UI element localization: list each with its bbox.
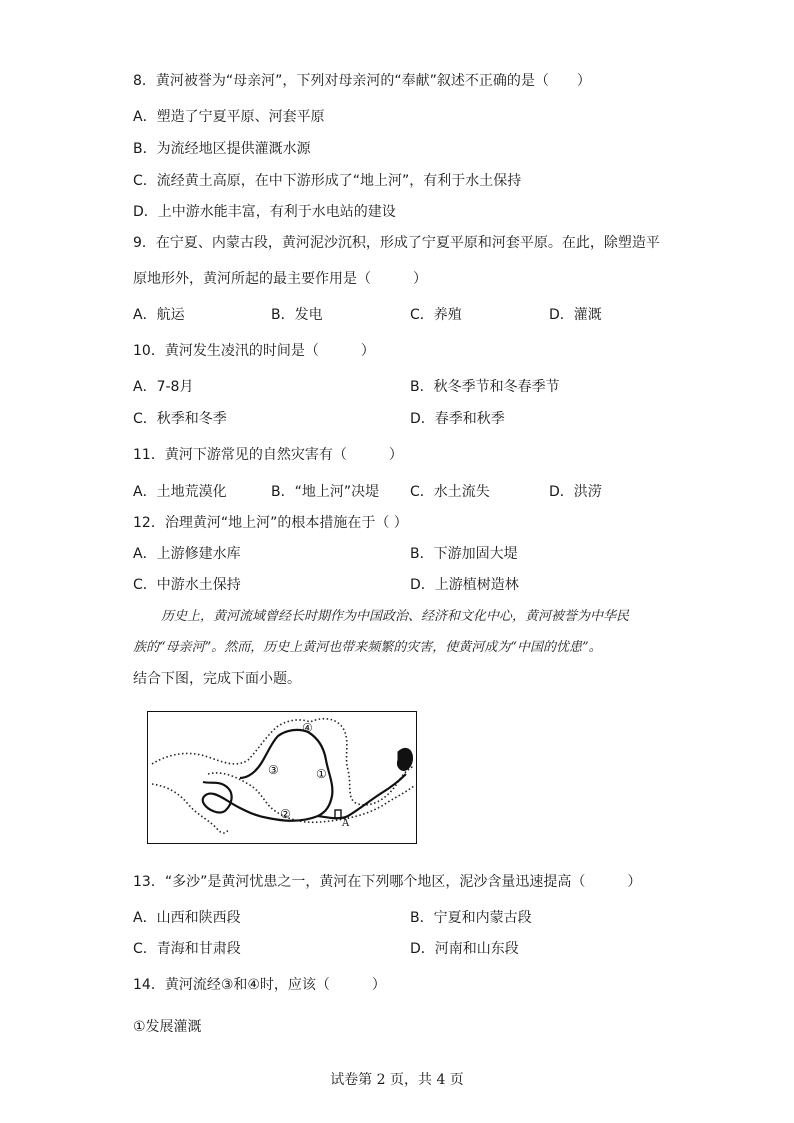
question-10-option-b: B．秋冬季节和冬春季节: [410, 379, 560, 395]
page-footer: 试卷第 2 页，共 4 页: [330, 1072, 464, 1088]
question-9-stem-line1: 9．在宁夏、内蒙古段，黄河泥沙沉积，形成了宁夏平原和河套平原。在此，除塑造平: [133, 235, 660, 251]
question-8-option-b: B．为流经地区提供灌溉水源: [133, 141, 311, 157]
question-11-option-a: A．土地荒漠化: [133, 484, 227, 500]
yellow-river-map: [147, 711, 417, 844]
question-14-statement-1: ①发展灌溉: [133, 1019, 202, 1035]
map-label-a: A: [342, 818, 350, 829]
question-11-option-c: C．水土流失: [410, 484, 490, 500]
question-10-stem: 10．黄河发生凌汛的时间是（ ）: [133, 343, 375, 359]
question-9-stem-line2: 原地形外，黄河所起的最主要作用是（ ）: [133, 271, 427, 287]
question-12-option-d: D．上游植树造林: [410, 577, 519, 593]
coast-shading: [397, 748, 412, 770]
basin-boundary-south: [208, 773, 414, 822]
question-11-stem: 11．黄河下游常见的自然灾害有（ ）: [133, 447, 403, 463]
question-13-option-b: B．宁夏和内蒙古段: [410, 910, 532, 926]
map-label-1: ①: [316, 767, 327, 781]
question-12-option-c: C．中游水土保持: [133, 577, 241, 593]
question-14-stem: 14．黄河流经③和④时，应该（ ）: [133, 977, 386, 993]
basin-boundary-west: [152, 784, 228, 833]
question-13-option-c: C．青海和甘肃段: [133, 941, 241, 957]
passage-instruction: 结合下图，完成下面小题。: [133, 671, 301, 687]
question-10-option-d: D．春季和秋季: [410, 411, 505, 427]
question-13-stem: 13．“多沙”是黄河忧患之一，黄河在下列哪个地区，泥沙含量迅速提高（ ）: [133, 874, 642, 890]
map-label-3: ③: [268, 763, 279, 777]
question-8-stem: 8．黄河被誉为“母亲河”，下列对母亲河的“奉献”叙述不正确的是（ ）: [133, 73, 591, 89]
question-9-option-d: D．灌溉: [549, 307, 602, 323]
question-8-option-d: D．上中游水能丰富，有利于水电站的建设: [133, 204, 396, 220]
passage-line-2: 族的“母亲河”。然而，历史上黄河也带来频繁的灾害，使黄河成为“中国的忧患”。: [133, 640, 602, 655]
dam-marker: [335, 810, 341, 818]
passage-line-1: 历史上，黄河流域曾经长时期作为中国政治、经济和文化中心，黄河被誉为中华民: [161, 609, 630, 624]
question-9-option-c: C．养殖: [410, 307, 462, 323]
question-13-option-a: A．山西和陕西段: [133, 910, 241, 926]
basin-boundary-north: [152, 719, 414, 805]
question-12-stem: 12．治理黄河“地上河”的根本措施在于（ ）: [133, 515, 408, 531]
question-13-option-d: D．河南和山东段: [410, 941, 519, 957]
question-9-option-b: B．发电: [271, 307, 323, 323]
question-12-option-a: A．上游修建水库: [133, 546, 241, 562]
question-11-option-b: B．“地上河”决堤: [271, 484, 380, 500]
question-8-option-c: C．流经黄土高原，在中下游形成了“地上河”，有利于水土保持: [133, 173, 522, 189]
yellow-river-map-drawing: [148, 712, 415, 842]
question-8-option-a: A．塑造了宁夏平原、河套平原: [133, 109, 325, 125]
map-label-4: ④: [302, 721, 313, 735]
question-12-option-b: B．下游加固大堤: [410, 546, 518, 562]
map-label-2: ②: [280, 807, 291, 821]
question-9-option-a: A．航运: [133, 307, 185, 323]
question-10-option-c: C．秋季和冬季: [133, 411, 227, 427]
question-11-option-d: D．洪涝: [549, 484, 602, 500]
question-10-option-a: A．7-8月: [133, 379, 194, 395]
